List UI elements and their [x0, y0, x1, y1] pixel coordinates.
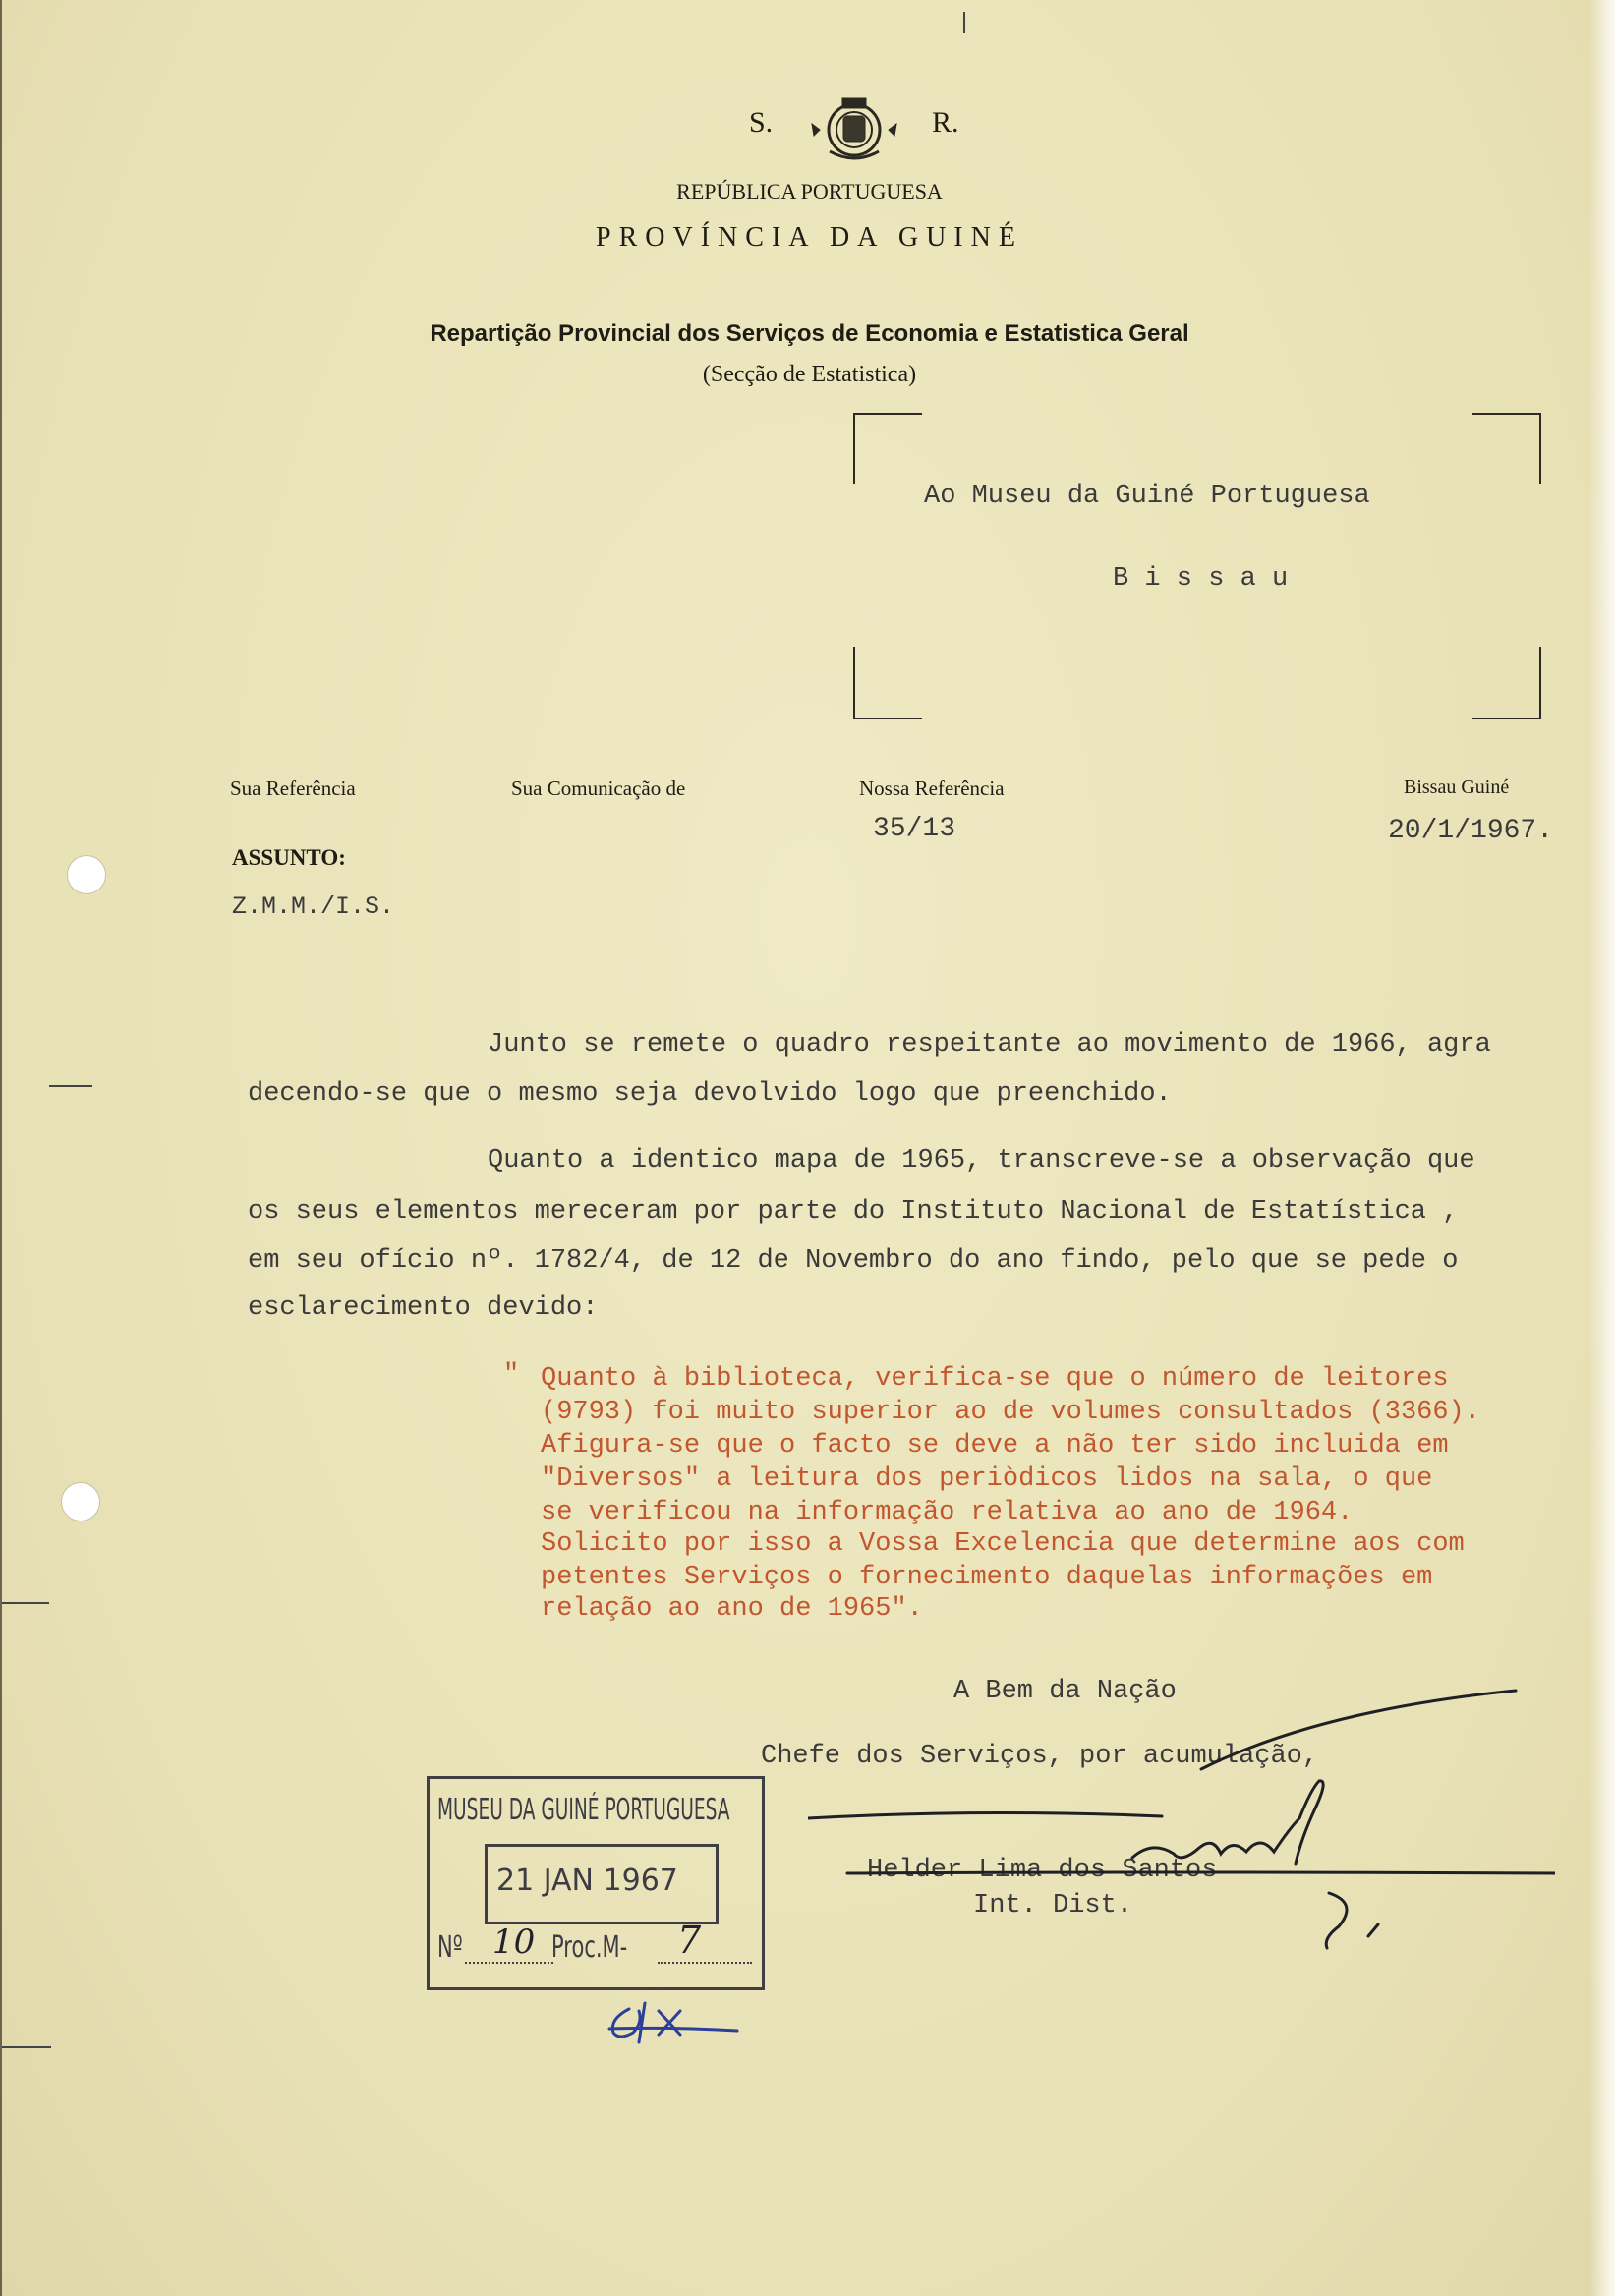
window-corner	[1472, 413, 1541, 415]
quote-line: se verificou na informação relativa ao ano de 1964.	[541, 1498, 1354, 1527]
stamp-no-label: Nº	[437, 1930, 463, 1965]
signatory-title: Chefe dos Serviços, por acumulação,	[761, 1742, 1319, 1771]
punch-hole-top	[67, 855, 106, 894]
subject-value: Z.M.M./I.S.	[232, 892, 395, 921]
body-line: os seus elementos mereceram por parte do Instituto Nacional de Estatística ,	[248, 1197, 1459, 1227]
place-label: Bissau Guiné	[1404, 776, 1510, 798]
addressee-name: Ao Museu da Guiné Portuguesa	[924, 482, 1370, 511]
signatory-rank: Int. Dist.	[973, 1891, 1133, 1921]
republic-title: REPÚBLICA PORTUGUESA	[676, 179, 943, 203]
subject-label: ASSUNTO:	[232, 845, 346, 870]
margin-mark	[2, 2046, 51, 2048]
nossa-referencia-label: Nossa Referência	[859, 776, 1005, 800]
body-line: esclarecimento devido:	[248, 1293, 599, 1323]
quote-line: petentes Serviços o fornecimento daquelas informações em	[541, 1563, 1433, 1592]
stamp-museum-name: MUSEU DA GUINÉ PORTUGUESA	[437, 1793, 730, 1827]
window-corner	[853, 647, 855, 718]
body-line: em seu ofício nº. 1782/4, de 12 de Novembro do ano findo, pelo que se pede o	[248, 1246, 1459, 1276]
quote-line: relação ao ano de 1965".	[541, 1594, 923, 1624]
body-line: Junto se remete o quadro respeitante ao movimento de 1966, agra	[488, 1030, 1491, 1060]
quote-line: Quanto à biblioteca, verifica-se que o número de leitores	[541, 1364, 1449, 1394]
letter-date: 20/1/1967.	[1388, 816, 1554, 846]
window-corner	[1539, 647, 1541, 718]
window-corner	[853, 413, 922, 415]
museum-reception-stamp	[427, 1776, 765, 1990]
quote-open-mark: "	[503, 1360, 520, 1390]
stamp-proc-line	[658, 1962, 752, 1964]
province-title: PROVÍNCIA DA GUINÉ	[596, 222, 1023, 253]
stamp-no-value: 10	[492, 1923, 536, 1962]
stamp-no-line	[465, 1962, 553, 1964]
window-corner	[853, 413, 855, 484]
window-corner	[1472, 718, 1541, 719]
stamp-proc-label: Proc.M-	[551, 1930, 628, 1965]
quote-line: (9793) foi muito superior ao de volumes consultados (3366).	[541, 1398, 1480, 1427]
stamp-date: 21 JAN 1967	[496, 1864, 678, 1898]
quote-line: Afigura-se que o facto se deve a não ter sido incluida em	[541, 1431, 1449, 1461]
initials-icon	[600, 1999, 747, 2048]
quote-line: Solicito por isso a Vossa Excelencia que determine aos com	[541, 1529, 1465, 1559]
section-title: (Secção de Estatistica)	[702, 362, 917, 387]
punch-hole-bottom	[61, 1482, 100, 1521]
sua-comunicacao-label: Sua Comunicação de	[511, 776, 686, 800]
body-line: Quanto a identico mapa de 1965, transcreve-se a observação que	[488, 1146, 1475, 1176]
closing-salutation: A Bem da Nação	[953, 1677, 1177, 1706]
window-corner	[853, 718, 922, 719]
window-corner	[1539, 413, 1541, 484]
department-title: Repartição Provincial dos Serviços de Economia e Estatistica Geral	[430, 320, 1189, 347]
stamp-proc-value: 7	[677, 1919, 702, 1962]
fold-mark	[963, 12, 965, 33]
signatory-name: Helder Lima dos Santos	[867, 1856, 1218, 1885]
nossa-referencia-value: 35/13	[873, 814, 956, 844]
margin-mark	[49, 1085, 92, 1087]
signature-icon	[808, 1671, 1555, 1956]
quote-line: "Diversos" a leitura dos periòdicos lidos na sala, o que	[541, 1464, 1433, 1494]
body-line: decendo-se que o mesmo seja devolvido logo que preenchido.	[248, 1079, 1172, 1109]
header-letter-s: S.	[749, 106, 774, 139]
sua-referencia-label: Sua Referência	[230, 776, 356, 800]
margin-mark	[2, 1602, 49, 1604]
coat-of-arms-icon	[810, 90, 898, 167]
header-letter-r: R.	[932, 106, 959, 139]
addressee-city: B i s s a u	[1113, 564, 1289, 594]
